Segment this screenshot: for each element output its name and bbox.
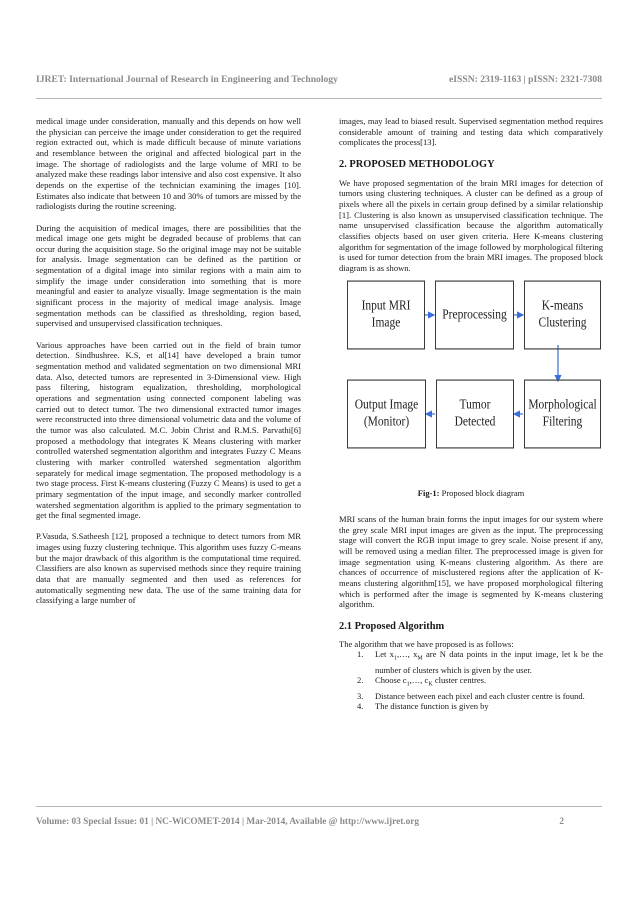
paragraph: During the acquisition of medical images, there are possibilities that the medical image one gets might be degraded because of problems that can occur during the acquisition stage. So the original image may not be suitable for analysis. Image segmentation can be defined as the partition or segmentation of a digital image into similar regions with a main aim to simplify the image under consideration into something that is more meaningful and easier to analyze visually. Image segmentation is the main significant process in the majority of medical image analysis. Image segmentation methods can be classified as thresholding, region based, supervised and unsupervised classification techniques.: [36, 222, 301, 329]
paragraph: MRI scans of the human brain forms the input images for our system where the grey scale MRI input images are given as the input. The preprocessing stage will convert the RGB input image to grey scale. Noise present if any, will be removed using a median filter. The preprocessed image is given for image segmentation using K-means clustering algorithm. As there are chances of occurrence of misclustered regions after the application of K-means clustering algorithm[15], we have proposed morphological filtering which is performed after the image is segmented by K-means clustering algorithm.: [339, 514, 603, 610]
tumor-detected-box: Tumor Detected: [436, 380, 514, 449]
list-item: 4. The distance function is given by: [357, 701, 489, 712]
section-heading: 2. PROPOSED METHODOLOGY: [339, 158, 495, 170]
figure-caption: Fig-1: Proposed block diagram: [417, 488, 525, 499]
footer-text: Volume: 03 Special Issue: 01 | NC-WiCOMET-2014 | Mar-2014, Available @ http://www.ijret.org: [36, 817, 420, 827]
subsection-heading: 2.1 Proposed Algorithm: [339, 620, 445, 632]
page-number: 2: [559, 817, 564, 827]
paragraph: The algorithm that we have proposed is as follows:: [339, 638, 514, 649]
algorithm-steps: [339, 649, 603, 712]
paragraph: P.Vasuda, S.Satheesh [12], proposed a technique to detect tumors from MR images using fuzzy clustering technique. This algorithm uses fuzzy C-means but the major drawback of this algorithm is the computational time required. Classifiers are also known as supervised methods since they require training data that are manually segmented and then used as references for automatically segmenting new data. The use of the same training data for classifying a large number of: [36, 531, 301, 606]
journal-name: IJRET: International Journal of Research in Engineering and Technology: [36, 74, 338, 85]
header-rule: [36, 98, 602, 99]
input-mri-box: Input MRI Image: [347, 281, 425, 350]
paragraph: images, may lead to biased result. Supervised segmentation method requires considerable amount of training and testing data which comparatively complicates the process[13].: [339, 116, 603, 148]
list-item: 2. Choose $c_1,\dots$, $c_K$ cluster centres.: [357, 675, 487, 688]
paragraph: medical image under consideration, manually and this depends on how well the physician can perceive the image under consideration to get the required region extracted out, which is made difficult because of minute variations and resemblance between the original and affected biological part in the image. The shortage of radiologists and the large volume of MRI to be analyzed make these readings labor intensive and also cost expensive. It also depends on the expertise of the technician examining the images [10]. Estimates also indicate that between 10 and 30% of tumors are missed by the radiologists during the routine screening.: [36, 116, 301, 212]
left-column: [36, 116, 301, 606]
kmeans-box: K-means Clustering: [524, 281, 601, 350]
block-diagram: [339, 281, 603, 461]
footer-rule: [36, 806, 602, 807]
preprocessing-box: Preprocessing: [435, 281, 514, 350]
running-footer: [36, 817, 602, 827]
list-item: 1. Let $x_1,\dots$, $x_M$ are N data points in the input image, let k be the number of clusters which is given by the user.: [357, 649, 603, 675]
right-column: [339, 116, 603, 712]
paragraph: Various approaches have been carried out in the field of brain tumor detection. Sindhushree. K.S, et al[14] have developed a brain tumor segmentation method and validated segmentation on two dimensional MRI data. Also, detected tumors are represented in 3-Dimensional view. High pass filtering, histogram equalization, thresholding, morphological operations and segmentation using connected component labeling was carried out to detect tumor. The two dimensional extracted tumor images were reconstructed into three dimensional volumetric data and the volume of the tumor was also calculated. M.C. Jobin Christ and R.M.S. Parvathi[6] proposed a methodology that integrates K Means clustering with marker controlled watershed segmentation algorithm and integrates Fuzzy C Means clustering with marker controlled watershed segmentation algorithm separately for medical image segmentation. The proposed methodology is a two stage process. First K-means clustering (Fuzzy C Means) is used to get a primary segmentation of the input image, and secondly marker controlled watershed segmentation algorithm is applied to the primary segmentation to get the final segmented image.: [36, 339, 301, 521]
morphological-box: Morphological Filtering: [524, 380, 601, 449]
output-image-box: Output Image (Monitor): [347, 380, 426, 449]
list-item: 3. Distance between each pixel and each cluster centre is found.: [357, 690, 585, 701]
paragraph: We have proposed segmentation of the brain MRI images for detection of tumors using clustering techniques. A cluster can be defined as a group of pixels where all the pixels in certain group defined by a similar relationship [1]. Clustering is also known as unsupervised classification technique. The name unsupervised classification because the algorithm automatically classifies objects based on user given criteria. Here K-means clustering algorithm for segmentation of the image followed by morphological filtering is used for tumor detection from the brain MRI images. The proposed block diagram is as shown.: [339, 177, 603, 273]
issn: eISSN: 2319-1163 | pISSN: 2321-7308: [449, 74, 602, 85]
running-header: [36, 74, 602, 85]
